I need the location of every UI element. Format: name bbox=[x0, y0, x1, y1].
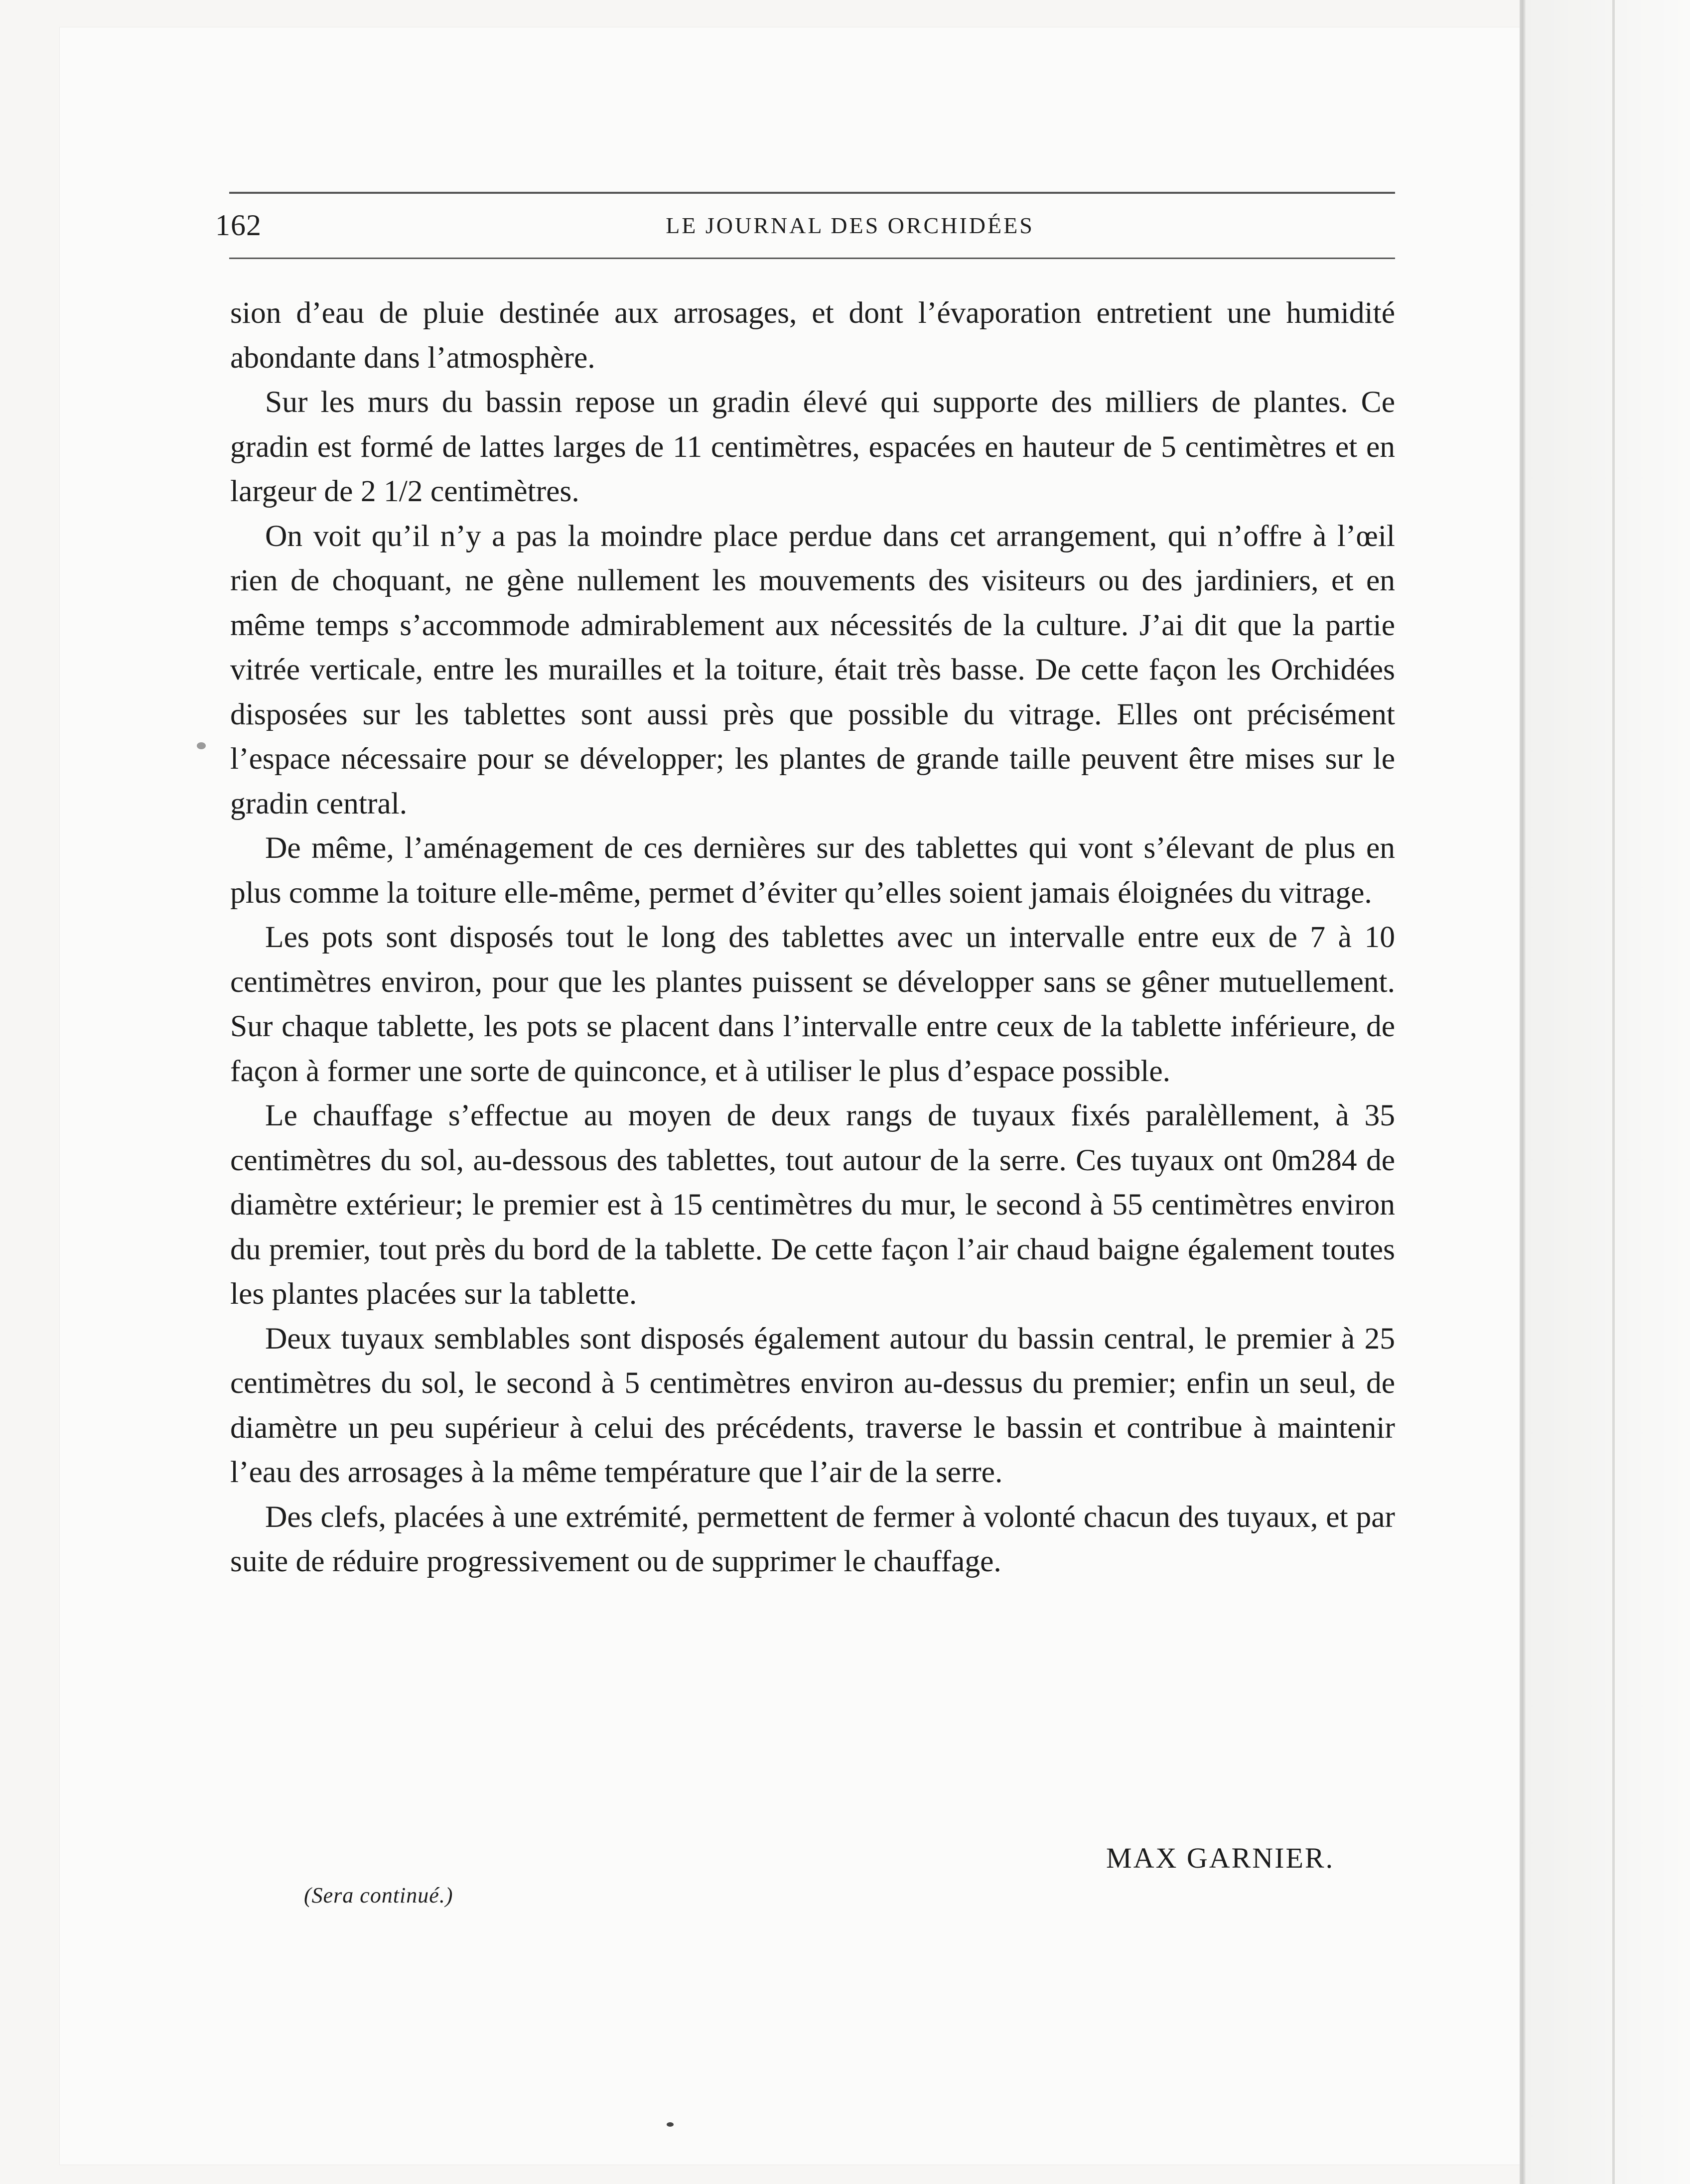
paragraph: De même, l’aménagement de ces dernières sur des tablettes qui vont s’élevant de plus en plus comme la toiture elle-même, permet d’éviter qu’elles soient jamais éloignées du vitrage. bbox=[230, 831, 1395, 910]
header-rule-bottom bbox=[229, 258, 1395, 259]
paragraph: Le chauffage s’effectue au moyen de deux rangs de tuyaux fixés paralèllement, à 35 centimètres du sol, au-dessous des tablettes, tout autour de la serre. Ces tuyaux ont 0m284 de diamètre extérieur; le premier est à 15 centimètres du mur, le second à 55 centimètres environ du premier, tout près du bord de la tablette. De cette façon l’air chaud baigne également toutes les plantes placées sur la tablette. bbox=[230, 1098, 1395, 1311]
paragraph: sion d’eau de pluie destinée aux arrosages, et dont l’évaporation entretient une humidité abondante dans l’atmosphère. bbox=[230, 296, 1395, 375]
paragraph: Sur les murs du bassin repose un gradin élevé qui supporte des milliers de plantes. Ce gradin est formé de lattes larges de 11 centimètres, espacées en hauteur de 5 centimètres et en largeur de 2 1/2 centimètres. bbox=[230, 385, 1395, 508]
page-edge-shadow bbox=[1520, 0, 1526, 2184]
author-signature: MAX GARNIER. bbox=[1106, 1842, 1335, 1874]
page-number: 162 bbox=[215, 209, 262, 242]
continuation-note: (Sera continué.) bbox=[304, 1883, 453, 1908]
running-title: LE JOURNAL DES ORCHIDÉES bbox=[666, 213, 1034, 238]
paragraph: Deux tuyaux semblables sont disposés également autour du bassin central, le premier à 25 centimètres du sol, le second à 5 centimètres environ au-dessus du premier; enfin un seul, de diamètre un peu supérieur à celui des précédents, traverse le bassin et contribue à maintenir l’eau des arrosages à la même température que l’air de la serre. bbox=[230, 1321, 1395, 1489]
paragraph: On voit qu’il n’y a pas la moindre place perdue dans cet arrangement, qui n’offre à l’œil rien de choquant, ne gène nullement les mouvements des visiteurs ou des jardiniers, et en même temps s’accommode admirablement aux nécessités de la culture. J’ai dit que la partie vitrée verticale, entre les murailles et la toiture, était très basse. De cette façon les Orchidées disposées sur les tablettes sont aussi près que possible du vitrage. Elles ont précisément l’espace nécessaire pour se développer; les plantes de grande taille peuvent être mises sur le gradin central. bbox=[230, 519, 1395, 820]
ink-speck bbox=[197, 742, 206, 749]
binding-line bbox=[1612, 0, 1615, 2184]
paragraph: Les pots sont disposés tout le long des tablettes avec un intervalle entre eux de 7 à 10 centimètres environ, pour que les plantes puissent se développer sans se gêner mutuellement. Sur chaque tablette, les pots se placent dans l’intervalle entre ceux de la tablette inférieure, de façon à former une sorte de quinconce, et à utiliser le plus d’espace possible. bbox=[230, 920, 1395, 1088]
article-body bbox=[230, 291, 1395, 1584]
paragraph: Des clefs, placées à une extrémité, permettent de fermer à volonté chacun des tuyaux, et par suite de réduire progressivement ou de supprimer le chauffage. bbox=[230, 1500, 1395, 1578]
facing-page-margin bbox=[1526, 0, 1690, 2184]
ink-speck bbox=[667, 2122, 674, 2127]
header-rule-top bbox=[229, 192, 1395, 194]
